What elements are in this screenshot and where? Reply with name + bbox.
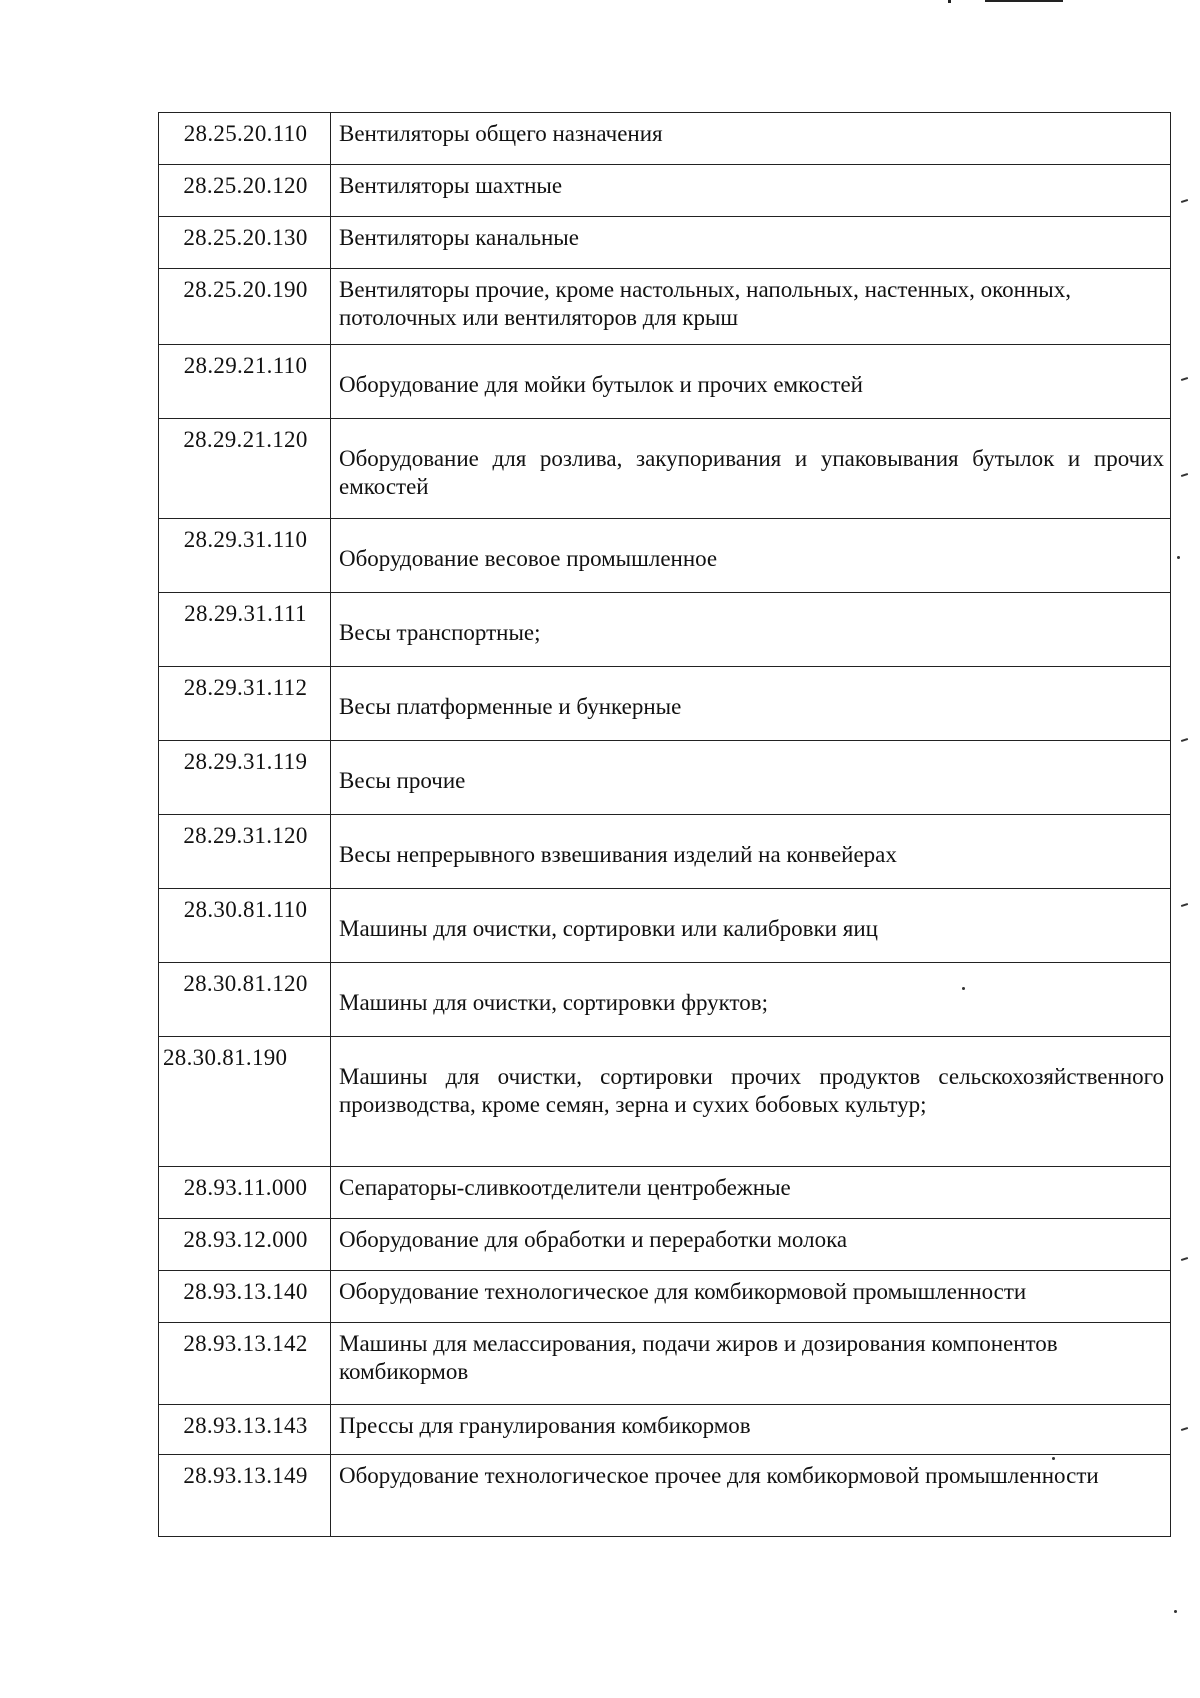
- table-row: [159, 889, 1171, 963]
- table-row: [159, 1037, 1171, 1167]
- scan-dash: [1181, 1427, 1188, 1431]
- table-row: [159, 741, 1171, 815]
- code-cell: 28.93.13.149: [159, 1455, 331, 1537]
- table-row: [159, 1455, 1171, 1537]
- code-cell: 28.93.11.000: [159, 1167, 331, 1219]
- code-cell: 28.93.13.142: [159, 1323, 331, 1405]
- table-row: [159, 345, 1171, 419]
- name-cell: Весы прочие: [331, 741, 1171, 815]
- code-cell: 28.29.21.110: [159, 345, 331, 419]
- code-cell: 28.30.81.110: [159, 889, 331, 963]
- table-row: [159, 593, 1171, 667]
- name-cell: Сепараторы-сливкоотделители центробежные: [331, 1167, 1171, 1219]
- name-cell: Машины для очистки, сортировки прочих продуктов сельскохозяйственного производства, кроме семян, зерна и сухих бобовых культур;: [331, 1037, 1171, 1167]
- scan-speck: [962, 987, 965, 990]
- code-cell: 28.29.31.119: [159, 741, 331, 815]
- name-cell: Весы платформенные и бункерные: [331, 667, 1171, 741]
- code-cell: 28.25.20.190: [159, 269, 331, 345]
- code-cell: 28.93.12.000: [159, 1219, 331, 1271]
- name-cell: Весы транспортные;: [331, 593, 1171, 667]
- table-row: [159, 1271, 1171, 1323]
- code-cell: 28.29.31.120: [159, 815, 331, 889]
- code-cell: 28.29.21.120: [159, 419, 331, 519]
- code-cell: 28.25.20.110: [159, 113, 331, 165]
- code-cell: 28.93.13.143: [159, 1405, 331, 1455]
- name-cell: Машины для мелассирования, подачи жиров и дозирования компонентов комбикормов: [331, 1323, 1171, 1405]
- table-row: [159, 1219, 1171, 1271]
- code-cell: 28.29.31.112: [159, 667, 331, 741]
- name-cell: Вентиляторы прочие, кроме настольных, напольных, настенных, оконных, потолочных или вентиляторов для крыш: [331, 269, 1171, 345]
- code-cell: 28.25.20.130: [159, 217, 331, 269]
- name-cell: Машины для очистки, сортировки или калибровки яиц: [331, 889, 1171, 963]
- code-cell: 28.25.20.120: [159, 165, 331, 217]
- scan-dash: [1181, 377, 1188, 381]
- scan-speck: [1174, 1610, 1177, 1613]
- scan-dash: [1181, 1257, 1188, 1261]
- name-cell: Оборудование для обработки и переработки молока: [331, 1219, 1171, 1271]
- scan-speck: [1052, 1457, 1055, 1460]
- okpd-code-table: [158, 112, 1171, 1537]
- scan-dash: [1181, 903, 1188, 907]
- name-cell: Прессы для гранулирования комбикормов: [331, 1405, 1171, 1455]
- name-cell: Машины для очистки, сортировки фруктов;: [331, 963, 1171, 1037]
- scan-mark-top: [985, 0, 1063, 2]
- table-row: [159, 815, 1171, 889]
- name-cell: Вентиляторы канальные: [331, 217, 1171, 269]
- code-cell: 28.30.81.190: [159, 1037, 331, 1167]
- name-cell: Оборудование весовое промышленное: [331, 519, 1171, 593]
- code-cell: 28.29.31.110: [159, 519, 331, 593]
- scan-speck: [1177, 556, 1180, 559]
- scan-dash: [1181, 473, 1188, 477]
- name-cell: Весы непрерывного взвешивания изделий на конвейерах: [331, 815, 1171, 889]
- table-row: [159, 1167, 1171, 1219]
- name-cell: Оборудование для мойки бутылок и прочих емкостей: [331, 345, 1171, 419]
- table-row: [159, 113, 1171, 165]
- table-row: [159, 1405, 1171, 1455]
- name-cell: Вентиляторы шахтные: [331, 165, 1171, 217]
- code-cell: 28.29.31.111: [159, 593, 331, 667]
- name-cell: Оборудование технологическое для комбикормовой промышленности: [331, 1271, 1171, 1323]
- table-row: [159, 165, 1171, 217]
- table-row: [159, 419, 1171, 519]
- table-row: [159, 667, 1171, 741]
- name-cell: Оборудование технологическое прочее для комбикормовой промышленности: [331, 1455, 1171, 1537]
- scan-speck-top: [948, 0, 951, 3]
- table-row: [159, 269, 1171, 345]
- table-row: [159, 963, 1171, 1037]
- code-cell: 28.30.81.120: [159, 963, 331, 1037]
- scan-dash: [1181, 199, 1188, 203]
- name-cell: Оборудование для розлива, закупоривания и упаковывания бутылок и прочих емкостей: [331, 419, 1171, 519]
- scan-dash: [1181, 738, 1188, 742]
- table-row: [159, 519, 1171, 593]
- table-row: [159, 217, 1171, 269]
- code-cell: 28.93.13.140: [159, 1271, 331, 1323]
- name-cell: Вентиляторы общего назначения: [331, 113, 1171, 165]
- table-row: [159, 1323, 1171, 1405]
